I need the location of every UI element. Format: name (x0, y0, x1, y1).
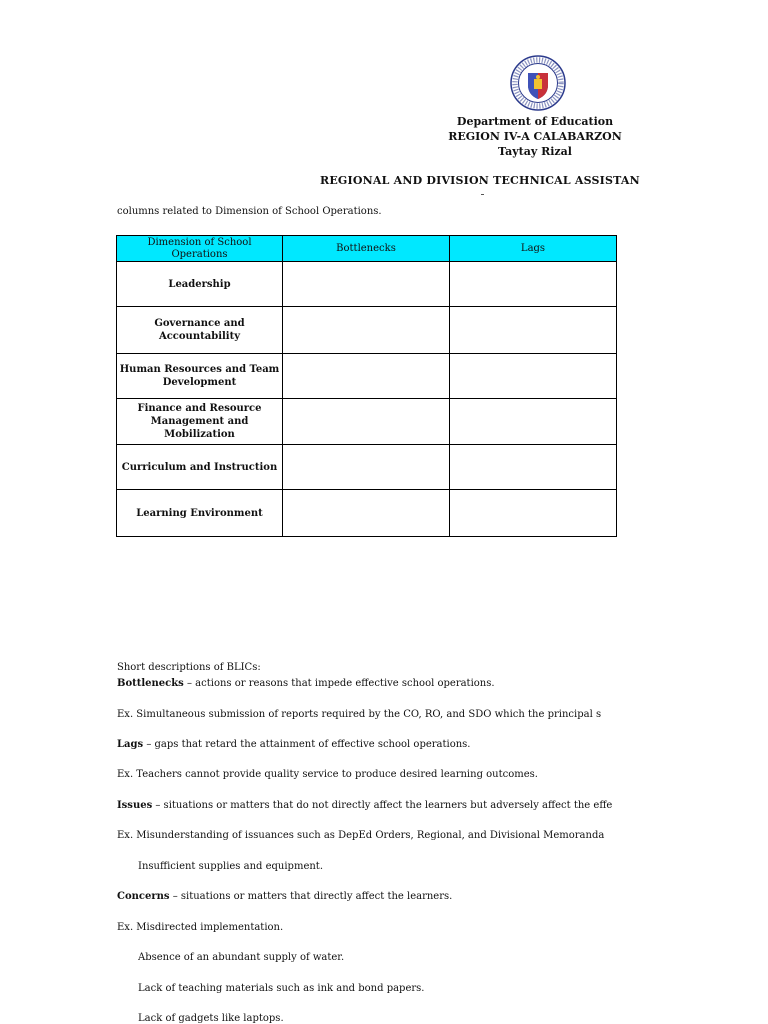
bottlenecks-definition (117, 678, 632, 689)
table-header-row (117, 236, 617, 262)
table-row (117, 490, 617, 537)
lags-cell[interactable] (450, 262, 617, 307)
concerns-example: Ex. Misdirected implementation. (117, 922, 284, 933)
lags-example: Ex. Teachers cannot provide quality service to produce desired learning outcomes. (117, 769, 538, 780)
dimension-cell: Curriculum and Instruction (117, 445, 283, 490)
concerns-term: Concerns (117, 891, 170, 902)
dimension-cell: Human Resources and Team Development (117, 354, 283, 399)
column-header: Lags (450, 236, 617, 262)
bottlenecks-cell[interactable] (283, 399, 450, 445)
dimension-table (116, 235, 617, 537)
header-department: Department of Education (456, 115, 614, 128)
lags-cell[interactable] (450, 307, 617, 354)
table-row (117, 445, 617, 490)
dimension-cell: Finance and Resource Management and Mobilization (117, 399, 283, 445)
concerns-def-text: – situations or matters that directly affect the learners. (169, 891, 453, 902)
bottlenecks-cell[interactable] (283, 490, 450, 537)
issues-example: Insufficient supplies and equipment. (138, 861, 323, 872)
lags-term: Lags (117, 739, 144, 750)
stray-mark (481, 194, 484, 195)
column-header: Dimension of School Operations (117, 236, 283, 262)
deped-seal-icon (510, 55, 566, 111)
bottlenecks-example: Ex. Simultaneous submission of reports required by the CO, RO, and SDO which the principal s (117, 709, 602, 720)
bottlenecks-cell[interactable] (283, 354, 450, 399)
table-row (117, 399, 617, 445)
lags-def-text: – gaps that retard the attainment of effective school operations. (143, 739, 471, 750)
issues-term: Issues (117, 800, 153, 811)
table-row (117, 262, 617, 307)
dimension-cell: Governance and Accountability (117, 307, 283, 354)
bottlenecks-def-text: – actions or reasons that impede effective school operations. (183, 678, 495, 689)
descriptions-heading: Short descriptions of BLICs: (117, 662, 261, 673)
concerns-example: Lack of teaching materials such as ink and bond papers. (138, 983, 425, 994)
bottlenecks-term: Bottlenecks (117, 678, 184, 689)
issues-def-text: – situations or matters that do not directly affect the learners but adversely affect the effe (152, 800, 613, 811)
bottlenecks-cell[interactable] (283, 445, 450, 490)
issues-definition (117, 800, 632, 811)
concerns-definition (117, 891, 632, 902)
concerns-example: Absence of an abundant supply of water. (138, 952, 345, 963)
header-region: REGION IV-A CALABARZON (448, 130, 622, 143)
lags-cell[interactable] (450, 490, 617, 537)
issues-example: Ex. Misunderstanding of issuances such as DepEd Orders, Regional, and Divisional Memoranda (117, 830, 605, 841)
intro-text: columns related to Dimension of School Operations. (117, 206, 382, 217)
lags-definition (117, 739, 632, 750)
bottlenecks-cell[interactable] (283, 307, 450, 354)
lags-cell[interactable] (450, 445, 617, 490)
concerns-example: Lack of gadgets like laptops. (138, 1013, 284, 1024)
header-location: Taytay Rizal (498, 145, 572, 158)
lags-cell[interactable] (450, 399, 617, 445)
table-row (117, 307, 617, 354)
dimension-cell: Learning Environment (117, 490, 283, 537)
bottlenecks-cell[interactable] (283, 262, 450, 307)
lags-cell[interactable] (450, 354, 617, 399)
dimension-cell: Leadership (117, 262, 283, 307)
table-row (117, 354, 617, 399)
column-header: Bottlenecks (283, 236, 450, 262)
document-title: REGIONAL AND DIVISION TECHNICAL ASSISTAN (320, 174, 640, 187)
